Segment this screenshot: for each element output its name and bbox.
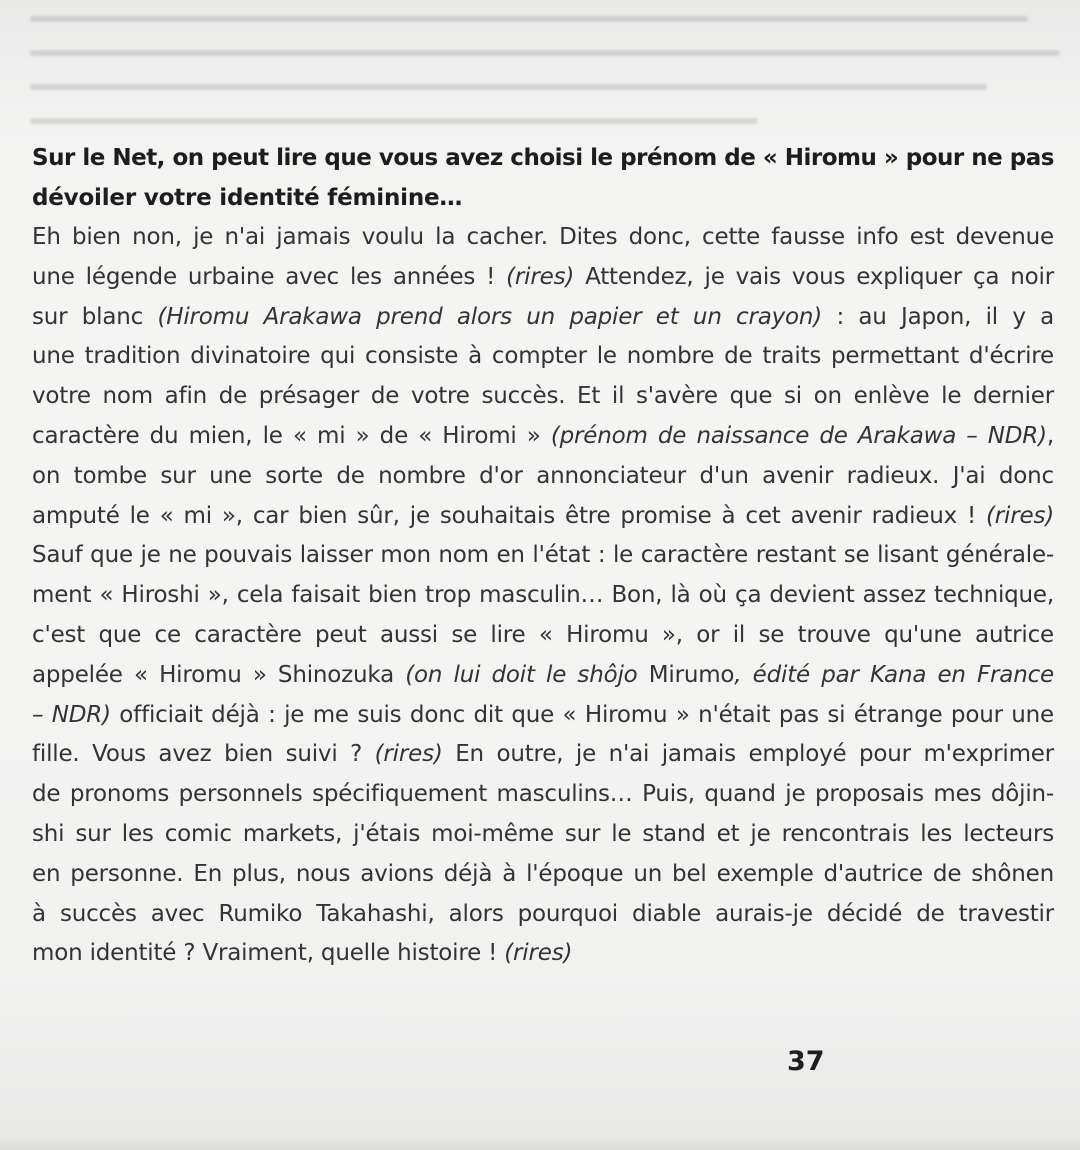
answer-line <box>32 656 1054 696</box>
show-through-text <box>30 0 1070 140</box>
answer-line <box>32 258 1054 298</box>
answer-line <box>32 536 1054 576</box>
italic-text: (rires) <box>374 741 443 768</box>
text-run: shi sur les comic markets, j'étais moi-même sur le stand et je rencontrais les lecteurs <box>32 820 1054 847</box>
answer-line <box>32 576 1054 616</box>
text-run: : au Japon, il y a <box>822 303 1054 330</box>
answer-line <box>32 855 1054 895</box>
interview-text <box>32 138 1054 974</box>
question-line: dévoiler votre identité féminine… <box>32 185 463 211</box>
answer-line <box>32 696 1054 736</box>
text-run: appelée « Hiromu » Shinozuka <box>32 661 406 688</box>
italic-text: (prénom de naissance de Arakawa – NDR) <box>550 422 1047 449</box>
answer-line <box>32 735 1054 775</box>
text-run: Mirumo <box>648 661 735 688</box>
text-run: officiait déjà : je me suis donc dit que « Hiromu » n'était pas si étrange pour une <box>110 701 1054 728</box>
italic-text: (rires) <box>506 263 575 290</box>
text-run: de pronoms personnels spécifiquement masculins… Puis, quand je proposais mes dôjin- <box>32 781 1054 808</box>
answer-line <box>32 497 1054 537</box>
text-run: ment « Hiroshi », cela faisait bien trop masculin… Bon, là où ça devient assez technique, <box>32 582 1054 609</box>
text-run: une légende urbaine avec les années ! <box>32 263 507 290</box>
show-through-line <box>30 16 1028 22</box>
answer-line <box>32 815 1054 855</box>
answer-line <box>32 218 1054 258</box>
text-run: votre nom afin de présager de votre succès. Et il s'avère que si on enlève le dernier <box>32 383 1054 410</box>
italic-text: – NDR) <box>32 701 111 728</box>
answer-line <box>32 298 1054 338</box>
text-run: Attendez, je vais vous expliquer ça noir <box>574 263 1054 290</box>
answer-line <box>32 417 1054 457</box>
show-through-line <box>30 118 758 124</box>
text-run: à succès avec Rumiko Takahashi, alors pourquoi diable aurais-je décidé de travestir <box>32 900 1054 927</box>
interview-answer <box>32 218 1054 974</box>
text-run: caractère du mien, le « mi » de « Hiromi » <box>32 422 551 449</box>
text-run: sur blanc <box>32 303 158 330</box>
text-run: En outre, je n'ai jamais employé pour m'exprimer <box>442 741 1054 768</box>
text-run: fille. Vous avez bien suivi ? <box>32 741 375 768</box>
show-through-line <box>30 84 987 90</box>
text-run: une tradition divinatoire qui consiste à compter le nombre de traits permettant d'écrire <box>32 343 1054 370</box>
text-run: c'est que ce caractère peut aussi se lire « Hiromu », or il se trouve qu'une autrice <box>32 621 1054 648</box>
text-run: on tombe sur une sorte de nombre d'or annonciateur d'un avenir radieux. J'ai donc <box>32 462 1054 489</box>
answer-line <box>32 457 1054 497</box>
question-line: Sur le Net, on peut lire que vous avez choisi le prénom de « Hiromu » pour ne pas <box>32 145 1054 171</box>
page-number: 37 <box>787 1046 825 1077</box>
answer-line <box>32 775 1054 815</box>
text-run: Eh bien non, je n'ai jamais voulu la cacher. Dites donc, cette fausse info est devenue <box>32 224 1054 250</box>
italic-text: (rires) <box>986 502 1054 529</box>
text-run: amputé le « mi », car bien sûr, je souhaitais être promise à cet avenir radieux ! <box>32 502 987 529</box>
italic-text: (on lui doit le shôjo <box>405 661 649 688</box>
answer-line <box>32 934 1054 974</box>
text-run: , <box>1046 422 1054 449</box>
show-through-line <box>30 50 1060 56</box>
text-run: mon identité ? Vraiment, quelle histoire ! <box>32 940 505 967</box>
answer-line <box>32 377 1054 417</box>
text-run: Sauf que je ne pouvais laisser mon nom en l'état : le caractère restant se lisant générale- <box>32 542 1054 569</box>
italic-text: (Hiromu Arakawa prend alors un papier et un crayon) <box>157 303 823 330</box>
italic-text: (rires) <box>504 940 573 967</box>
answer-line <box>32 895 1054 935</box>
text-run: en personne. En plus, nous avions déjà à l'époque un bel exemple d'autrice de shônen <box>32 860 1054 887</box>
answer-line <box>32 616 1054 656</box>
page-bottom-edge <box>0 1138 1080 1150</box>
interview-question <box>32 138 1054 218</box>
answer-line <box>32 337 1054 377</box>
italic-text: , édité par Kana en France <box>734 661 1054 688</box>
